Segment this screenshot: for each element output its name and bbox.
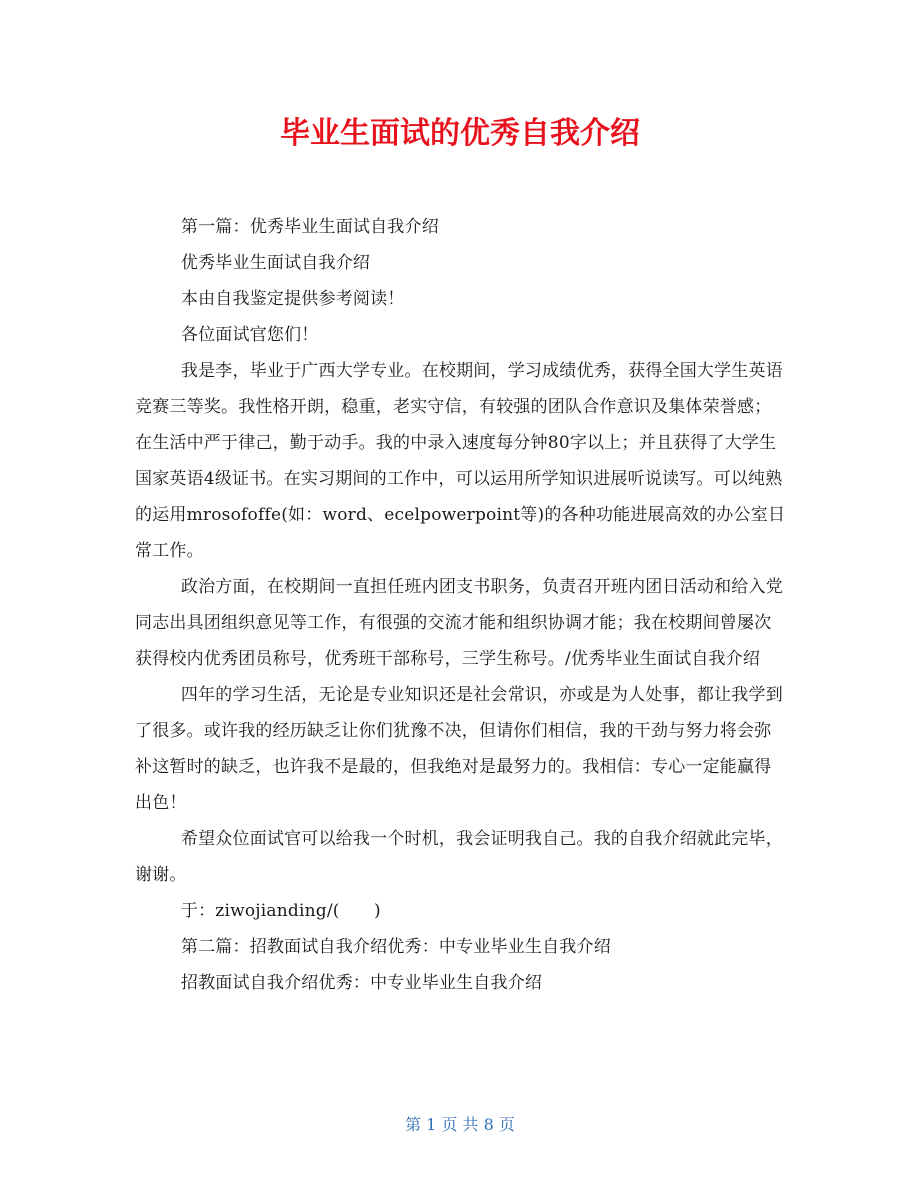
paragraph-source-note: 本由自我鉴定提供参考阅读！	[180, 289, 405, 309]
paragraph-subtitle: 优秀毕业生面试自我介绍	[180, 253, 371, 273]
paragraph-section-heading-1: 第一篇：优秀毕业生面试自我介绍	[180, 217, 439, 237]
paragraph-study-life: 四年的学习生活，无论是专业知识还是社会常识，亦或是为人处事，都让我学到了很多。或许我的经历缺乏让你们犹豫不决，但请你们相信，我的干劲与努力将会弥补这暂时的缺乏，也许我不是最的，但我绝对是最努力的。我相信：专心一定能赢得出色！	[135, 685, 783, 813]
paragraph-greeting: 各位面试官您们！	[180, 325, 319, 345]
paragraph-introduction: 我是李，毕业于广西大学专业。在校期间，学习成绩优秀，获得全国大学生英语竞赛三等奖。我性格开朗，稳重，老实守信，有较强的团队合作意识及集体荣誉感；在生活中严于律己，勤于动手。我的中录入速度每分钟80字以上；并且获得了大学生国家英语4级证书。在实习期间的工作中，可以运用所学知识进展听说读写。可以纯熟的运用mrosofoffe(如：word、ecelpowerpoint等)的各种功能进展高效的办公室日常工作。	[135, 361, 786, 561]
paragraph-section-heading-2: 第二篇：招教面试自我介绍优秀：中专业毕业生自我介绍	[180, 937, 611, 957]
paragraph-source-link: 于：ziwojianding/( )	[180, 901, 381, 921]
document-title: 毕业生面试的优秀自我介绍	[280, 116, 640, 151]
paragraph-section-subtitle-2: 招教面试自我介绍优秀：中专业毕业生自我介绍	[180, 973, 543, 993]
paragraph-politics: 政治方面，在校期间一直担任班内团支书职务，负责召开班内团日活动和给入党同志出具团组织意见等工作，有很强的交流才能和组织协调才能；我在校期间曾屡次获得校内优秀团员称号，优秀班干部称号，三学生称号。/优秀毕业生面试自我介绍	[135, 577, 783, 669]
document-body	[135, 209, 787, 1001]
page-number-footer: 第 1 页 共 8 页	[405, 1115, 515, 1134]
paragraph-closing: 希望众位面试官可以给我一个时机，我会证明我自己。我的自我介绍就此完毕，谢谢。	[135, 829, 783, 885]
